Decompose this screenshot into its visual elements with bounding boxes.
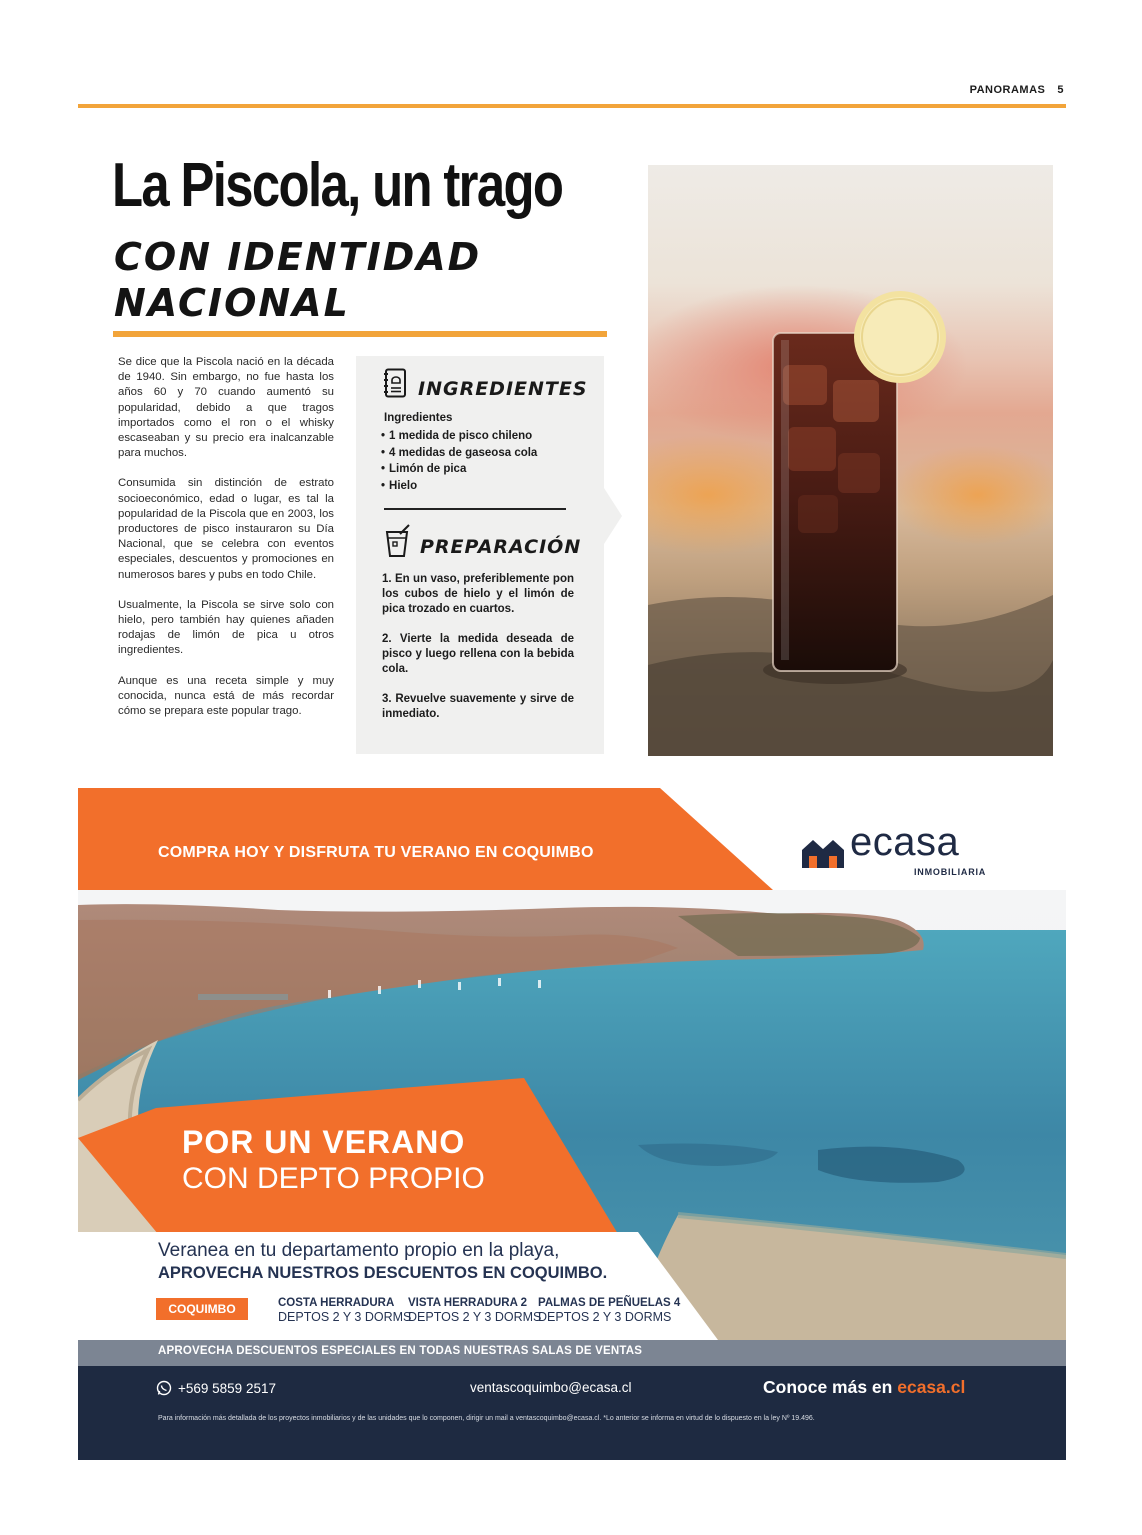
tagline-line-1: Veranea en tu departamento propio en la playa, xyxy=(158,1240,560,1261)
preparation-step: 2. Vierte la medida deseada de pisco y luego rellena con la bebida cola. xyxy=(382,633,574,675)
ingredient-item: • Limón de pica xyxy=(381,461,537,478)
headline-line-1: POR UN VERANO xyxy=(182,1124,466,1160)
project-name: PALMAS DE PEÑUELAS 4 xyxy=(538,1297,681,1309)
project-detail: DEPTOS 2 Y 3 DORMS xyxy=(538,1310,672,1324)
ingredient-item: • 4 medidas de gaseosa cola xyxy=(381,445,537,462)
ecasa-logo xyxy=(800,820,1000,882)
preparation-step: 1. En un vaso, preferiblemente pon los cubos de hielo y el limón de pica trozado en cuartos. xyxy=(382,573,574,615)
preparation-steps xyxy=(382,572,574,737)
tagline-line-2: APROVECHA NUESTROS DESCUENTOS EN COQUIMBO. xyxy=(158,1264,608,1282)
phone-number[interactable]: +569 5859 2517 xyxy=(178,1380,276,1396)
project-name: VISTA HERRADURA 2 xyxy=(408,1297,528,1309)
ecasa-advertisement xyxy=(78,788,1066,1460)
article-body xyxy=(118,355,334,734)
project-detail: DEPTOS 2 Y 3 DORMS xyxy=(278,1310,412,1324)
ingredients-list xyxy=(381,428,537,494)
page-header xyxy=(970,84,1064,96)
house-logo-icon xyxy=(800,832,846,870)
glass-icon xyxy=(383,524,413,558)
card-pointer xyxy=(604,488,622,544)
section-name: PANORAMAS xyxy=(969,84,1046,96)
article-paragraph: Aunque es una receta simple y muy conocida, nunca está de más recordar cómo se prepara este popular trago. xyxy=(118,674,334,718)
cta-prefix: Conoce más en xyxy=(763,1377,893,1397)
preparation-heading: PREPARACIÓN xyxy=(420,536,582,558)
piscola-photo xyxy=(648,165,1053,756)
promo-strip-text: APROVECHA DESCUENTOS ESPECIALES EN TODAS NUESTRAS SALAS DE VENTAS xyxy=(158,1345,643,1357)
title-rule xyxy=(113,331,607,337)
recipe-book-icon xyxy=(383,368,407,398)
header-rule xyxy=(78,104,1066,108)
project-name: COSTA HERRADURA xyxy=(278,1297,395,1309)
page-number: 5 xyxy=(1057,84,1064,96)
headline-line-2: CON DEPTO PROPIO xyxy=(182,1162,485,1195)
legal-notice: Para información más detallada de los proyectos inmobiliarios y de las unidades que lo componen, dirigir un mail a ventascoquimbo@ecasa.cl. *Lo anterior se informa en virtud de lo dispuesto en la ley Nº 19.496. xyxy=(158,1415,815,1422)
project-item xyxy=(538,1296,680,1324)
article-title: La Piscola, un trago xyxy=(112,151,563,220)
contact-email[interactable]: ventascoquimbo@ecasa.cl xyxy=(470,1380,632,1395)
website-link[interactable]: ecasa.cl xyxy=(897,1377,966,1397)
contact-phone xyxy=(156,1380,276,1396)
preparation-step: 3. Revuelve suavemente y sirve de inmediato. xyxy=(382,693,574,720)
article-paragraph: Consumida sin distinción de estrato socioeconómico, edad o lugar, es tal la popularidad de la Piscola que en 2003, los productores de pisco instauraron su Día Nacional, que se celebra con eventos especiales, descuentos y promociones en numerosos bares y pubs en todo Chile. xyxy=(118,477,334,581)
ingredient-item: • Hielo xyxy=(381,478,537,495)
project-item xyxy=(278,1296,411,1324)
project-item xyxy=(408,1296,541,1324)
website-cta xyxy=(763,1377,965,1398)
project-detail: DEPTOS 2 Y 3 DORMS xyxy=(408,1310,542,1324)
article-paragraph: Usualmente, la Piscola se sirve solo con hielo, pero también hay quienes añaden rodajas de limón de pica u otros ingredientes. xyxy=(118,598,334,657)
logo-wordmark: ecasa xyxy=(850,820,960,864)
city-badge: COQUIMBO xyxy=(156,1298,248,1320)
article-subtitle: CON IDENTIDAD NACIONAL xyxy=(114,235,482,325)
card-divider xyxy=(384,508,566,510)
ingredient-item: • 1 medida de pisco chileno xyxy=(381,428,537,445)
article-paragraph: Se dice que la Piscola nació en la década de 1940. Sin embargo, no fue hasta los años 60 y 70 cuando aumentó su popularidad, debido a que tragos importados como el ron o el whisky escaseaban y su precio era inalcanzable para muchos. xyxy=(118,356,334,460)
whatsapp-icon xyxy=(156,1380,172,1396)
ad-top-banner-text: COMPRA HOY Y DISFRUTA TU VERANO EN COQUIMBO xyxy=(158,844,594,861)
logo-subtitle: INMOBILIARIA xyxy=(914,867,987,877)
ingredients-heading: INGREDIENTES xyxy=(418,378,588,400)
ingredients-title: Ingredientes xyxy=(384,412,453,424)
